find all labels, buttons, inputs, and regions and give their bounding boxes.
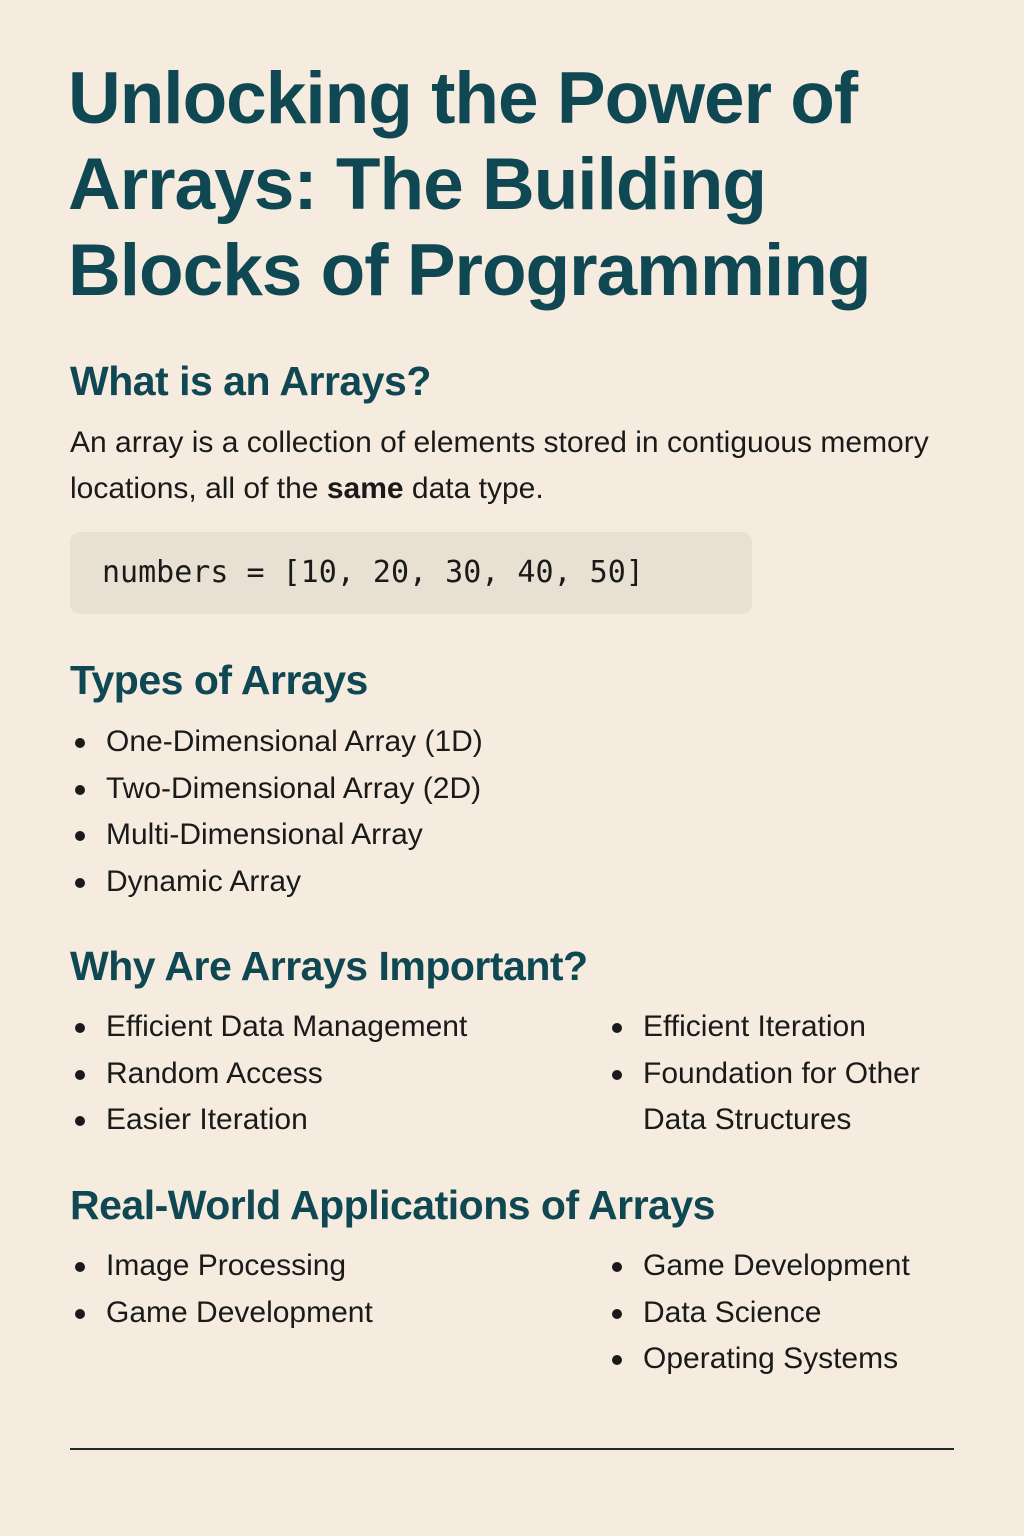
- list-item: [607, 1004, 920, 1051]
- code-example-block: numbers = [10, 20, 30, 40, 50]: [70, 532, 752, 614]
- list-item-label: Image Processing: [106, 1249, 347, 1282]
- list-item-label: Multi-Dimensional Array: [106, 818, 423, 851]
- list-item-label: Easier Iteration: [106, 1103, 308, 1136]
- list-item-label: Two-Dimensional Array (2D): [106, 771, 482, 805]
- list-item: [70, 1004, 467, 1051]
- importance-list-right: [607, 1004, 920, 1144]
- list-item-label: Random Access: [106, 1056, 323, 1090]
- list-item: [70, 1051, 467, 1098]
- importance-list-left: [70, 1004, 467, 1144]
- page-title: [68, 56, 968, 314]
- list-item: [70, 859, 483, 906]
- list-item-label: One-Dimensional Array (1D): [106, 725, 483, 758]
- title-line-2: Arrays: The Building: [68, 144, 766, 225]
- bullet-icon: [75, 878, 85, 888]
- bullet-icon: [612, 1309, 622, 1319]
- list-item: [607, 1243, 910, 1290]
- list-item-label: Data Structures: [643, 1103, 852, 1136]
- applications-list-left: [70, 1243, 373, 1336]
- list-item-label: Foundation for Other: [643, 1056, 920, 1090]
- bullet-icon: [75, 1262, 85, 1272]
- section-heading-applications: Real-World Applications of Arrays: [70, 1182, 715, 1228]
- section-heading-what-is: What is an Arrays?: [70, 358, 431, 404]
- list-item: [70, 766, 483, 813]
- list-item: [70, 1097, 467, 1144]
- footer-divider: [70, 1448, 954, 1450]
- list-item: [607, 1336, 910, 1383]
- definition-paragraph: [70, 420, 970, 512]
- definition-text-start: An array is a collection of elements stored in contiguous memory locations, all of the: [70, 426, 929, 505]
- definition-text-end: data type.: [403, 472, 544, 505]
- bullet-icon: [75, 1116, 85, 1126]
- bullet-icon: [75, 831, 85, 841]
- list-item-continuation: [607, 1097, 920, 1144]
- list-item-label: Data Science: [643, 1295, 822, 1329]
- applications-list-right: [607, 1243, 910, 1383]
- bullet-icon: [612, 1355, 622, 1365]
- list-item-label: Game Development: [643, 1249, 910, 1282]
- list-item-label: Operating Systems: [643, 1342, 899, 1375]
- list-item: [70, 1290, 373, 1337]
- types-list: [70, 719, 483, 905]
- bullet-icon: [75, 738, 85, 748]
- bullet-icon: [75, 1023, 85, 1033]
- list-item-label: Game Development: [106, 1295, 373, 1329]
- list-item: [607, 1051, 920, 1098]
- list-item: [70, 1243, 373, 1290]
- title-line-1: Unlocking the Power of: [68, 58, 858, 139]
- list-item-label: Efficient Iteration: [643, 1010, 866, 1043]
- title-line-3: Blocks of Programming: [68, 230, 871, 311]
- bullet-icon: [75, 785, 85, 795]
- bullet-icon: [75, 1309, 85, 1319]
- section-heading-importance: Why Are Arrays Important?: [70, 943, 588, 989]
- list-item-label: Efficient Data Management: [106, 1010, 468, 1043]
- bullet-icon: [612, 1070, 622, 1080]
- list-item: [607, 1290, 910, 1337]
- list-item: [70, 812, 483, 859]
- list-item: [70, 719, 483, 766]
- bullet-icon: [75, 1070, 85, 1080]
- bullet-icon: [612, 1023, 622, 1033]
- section-heading-types: Types of Arrays: [70, 657, 368, 703]
- bullet-icon: [612, 1262, 622, 1272]
- list-item-label: Dynamic Array: [106, 864, 302, 898]
- definition-emphasis: same: [326, 472, 404, 505]
